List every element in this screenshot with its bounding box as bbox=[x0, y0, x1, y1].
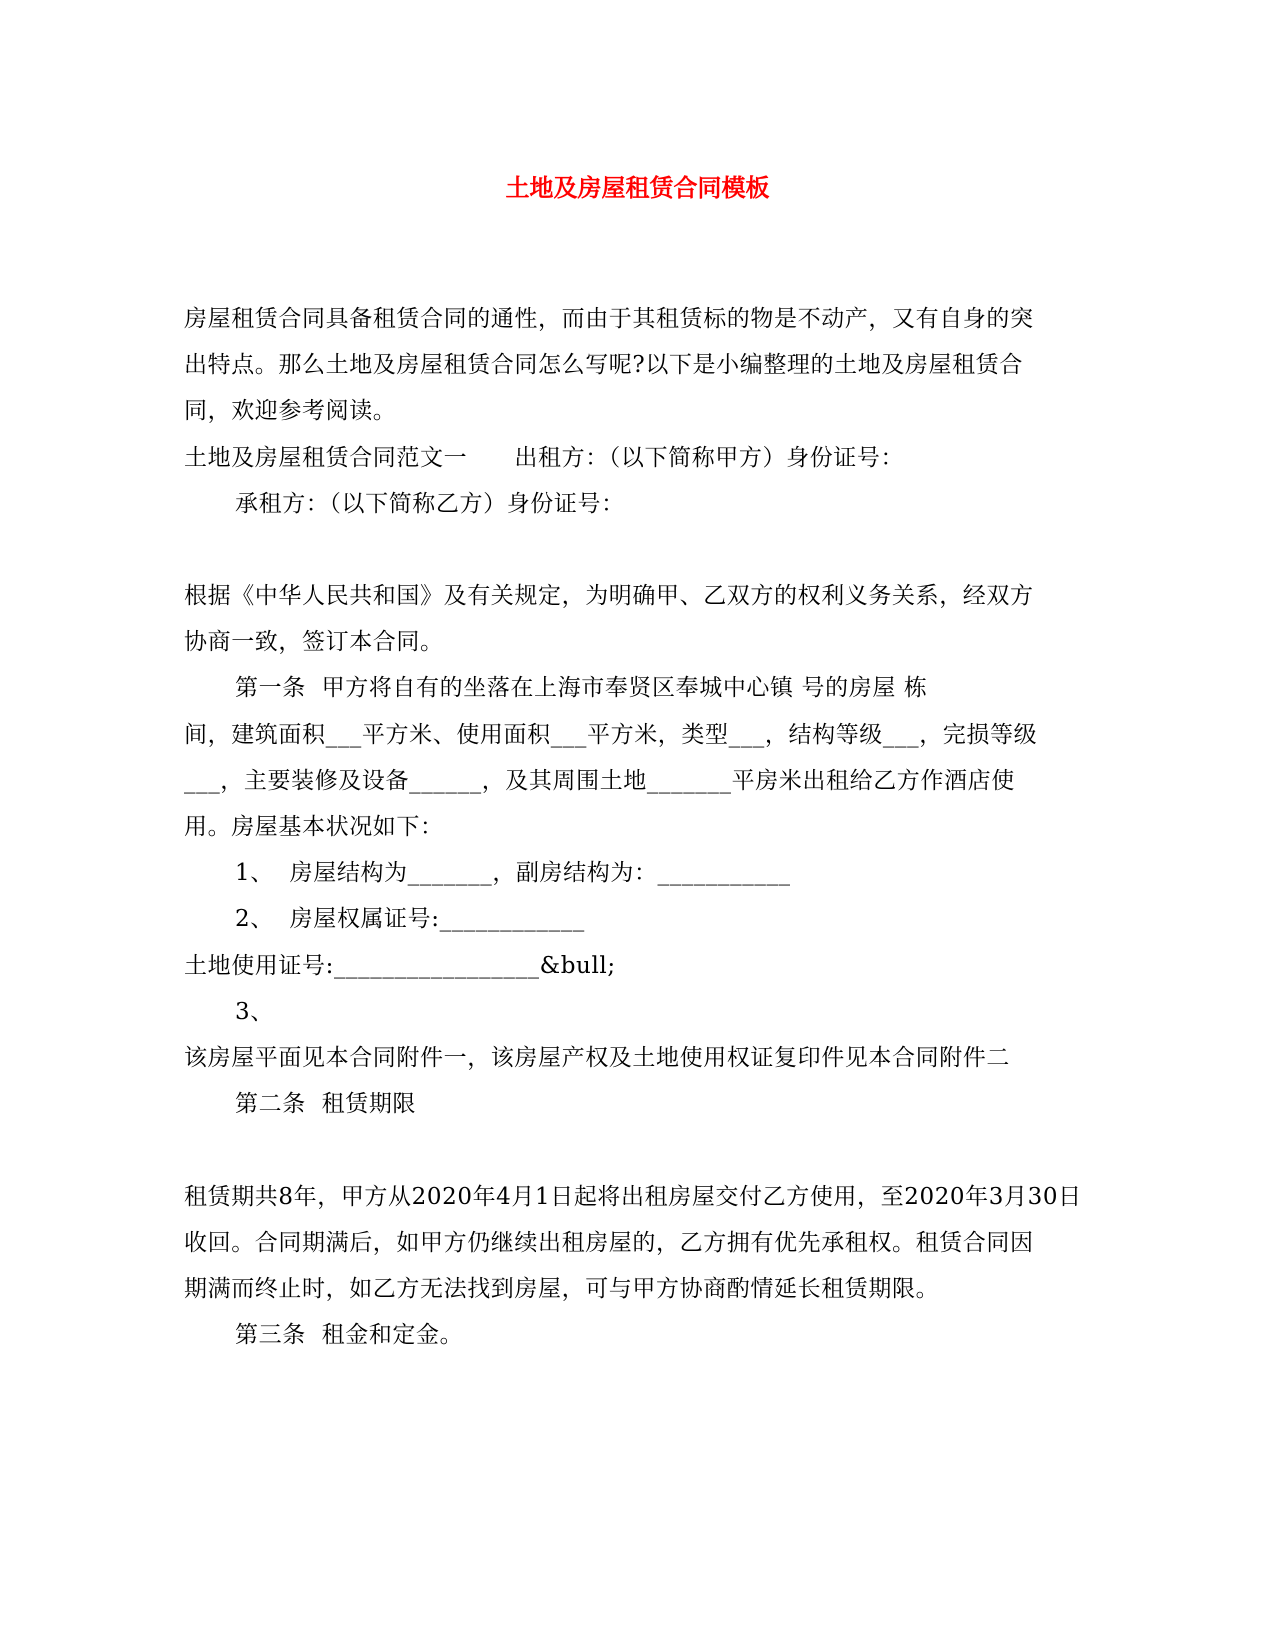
paragraph-line: 用。房屋基本状况如下： bbox=[184, 814, 444, 840]
paragraph-line: 土地及房屋租赁合同范文一 出租方：（以下简称甲方）身份证号： bbox=[184, 445, 905, 471]
list-item: 3、 bbox=[235, 999, 274, 1025]
paragraph-line: 土地使用证号:_________________&bull; bbox=[184, 953, 616, 979]
paragraph-line: 期满而终止时，如乙方无法找到房屋，可与甲方协商酌情延长租赁期限。 bbox=[184, 1276, 940, 1302]
paragraph-line: 根据《中华人民共和国》及有关规定，为明确甲、乙双方的权利义务关系，经双方 bbox=[184, 583, 1034, 609]
list-item: 1、 房屋结构为_______，副房结构为：___________ bbox=[235, 860, 791, 886]
paragraph-line: 协商一致，签订本合同。 bbox=[184, 629, 444, 655]
paragraph-line: 房屋租赁合同具备租赁合同的通性，而由于其租赁标的物是不动产，又有自身的突 bbox=[184, 306, 1034, 332]
paragraph-line: ___，主要装修及设备______，及其周围土地_______平房米出租给乙方作酒店使 bbox=[184, 768, 1015, 794]
paragraph-line: 同，欢迎参考阅读。 bbox=[184, 398, 397, 424]
paragraph-line: 该房屋平面见本合同附件一，该房屋产权及土地使用权证复印件见本合同附件二 bbox=[184, 1045, 1010, 1071]
paragraph-line: 出特点。那么土地及房屋租赁合同怎么写呢?以下是小编整理的土地及房屋租赁合 bbox=[184, 352, 1023, 378]
paragraph-line: 收回。合同期满后，如甲方仍继续出租房屋的，乙方拥有优先承租权。租赁合同因 bbox=[184, 1230, 1034, 1256]
document-title: 土地及房屋租赁合同模板 bbox=[505, 173, 770, 202]
article-heading: 第三条 租金和定金。 bbox=[235, 1322, 464, 1348]
list-item: 2、 房屋权属证号:____________ bbox=[235, 906, 585, 932]
article-heading: 第二条 租赁期限 bbox=[235, 1091, 417, 1117]
paragraph-line: 租赁期共8年，甲方从2020年4月1日起将出租房屋交付乙方使用，至2020年3月30日 bbox=[184, 1184, 1082, 1210]
paragraph-line: 间，建筑面积___平方米、使用面积___平方米，类型___，结构等级___，完损等级 bbox=[184, 722, 1038, 748]
paragraph-line: 承租方：（以下简称乙方）身份证号： bbox=[235, 491, 625, 517]
article-heading: 第一条 甲方将自有的坐落在上海市奉贤区奉城中心镇 号的房屋 栋 bbox=[235, 675, 928, 701]
